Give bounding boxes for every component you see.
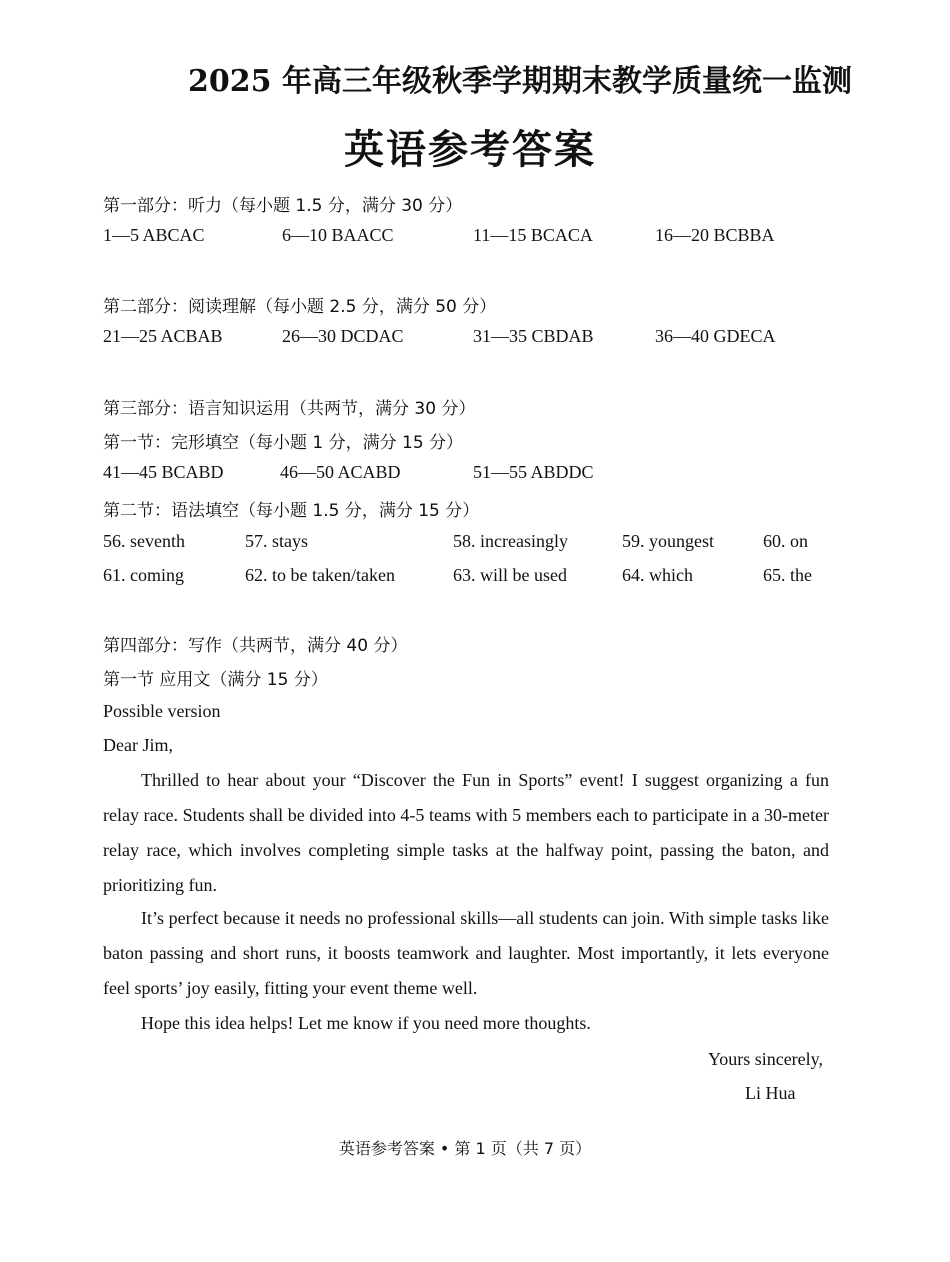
grammar-answer: 57. stays [245, 531, 308, 551]
part2-answer: 31—35 CBDAB [473, 326, 594, 346]
part4-heading: 第四部分：写作（共两节，满分 40 分） [103, 636, 408, 656]
letter-paragraph: It’s perfect because it needs no professional skills—all students can join. With simple tasks like baton passing and short runs, it boosts teamwork and laughter. Most importantly, it lets everyone feel sports’ joy easily, fitting your event theme well. [103, 908, 829, 998]
part1-answer: 1—5 ABCAC [103, 225, 205, 245]
grammar-answer: 58. increasingly [453, 531, 568, 551]
grammar-answer: 61. coming [103, 565, 184, 585]
part2-heading: 第二部分：阅读理解（每小题 2.5 分，满分 50 分） [103, 297, 497, 317]
grammar-answer: 65. the [763, 565, 812, 585]
part1-answer: 6—10 BAACC [282, 225, 394, 245]
possible-version-label: Possible version [103, 701, 221, 721]
grammar-answer: 56. seventh [103, 531, 185, 551]
part3-heading: 第三部分：语言知识运用（共两节，满分 30 分） [103, 399, 476, 419]
part1-answer: 16—20 BCBBA [655, 225, 775, 245]
letter-greeting: Dear Jim, [103, 735, 173, 755]
part2-answer: 21—25 ACBAB [103, 326, 223, 346]
grammar-answer: 60. on [763, 531, 808, 551]
letter-paragraph: Thrilled to hear about your “Discover the Fun in Sports” event! I suggest organizing a fun relay race. Students shall be divided into 4-5 teams with 5 members each to participate in a 30-meter relay race, which involves completing simple tasks at the halfway point, passing the baton, and prioritizing fun. [103, 770, 829, 895]
grammar-answer: 64. which [622, 565, 693, 585]
document-subtitle: 英语参考答案 [344, 126, 596, 173]
cloze-answer: 51—55 ABDDC [473, 462, 594, 482]
exam-title: 2025 年高三年级秋季学期期末教学质量统一监测 [188, 64, 852, 99]
part3-section1-heading: 第一节：完形填空（每小题 1 分，满分 15 分） [103, 433, 464, 453]
part1-answer: 11—15 BCACA [473, 225, 593, 245]
cloze-answer: 46—50 ACABD [280, 462, 401, 482]
grammar-answer: 62. to be taken/taken [245, 565, 395, 585]
part3-section2-heading: 第二节：语法填空（每小题 1.5 分，满分 15 分） [103, 501, 480, 521]
part4-section1-heading: 第一节 应用文（满分 15 分） [103, 670, 328, 690]
part1-heading: 第一部分：听力（每小题 1.5 分，满分 30 分） [103, 196, 463, 216]
letter-paragraph: Hope this idea helps! Let me know if you need more thoughts. [141, 1013, 591, 1033]
letter-closing: Yours sincerely, [708, 1049, 823, 1069]
part2-answer: 26—30 DCDAC [282, 326, 404, 346]
grammar-answer: 63. will be used [453, 565, 567, 585]
grammar-answer: 59. youngest [622, 531, 714, 551]
cloze-answer: 41—45 BCABD [103, 462, 224, 482]
letter-signature: Li Hua [745, 1083, 796, 1103]
part2-answer: 36—40 GDECA [655, 326, 776, 346]
page-footer: 英语参考答案 • 第 1 页（共 7 页） [338, 1139, 592, 1158]
